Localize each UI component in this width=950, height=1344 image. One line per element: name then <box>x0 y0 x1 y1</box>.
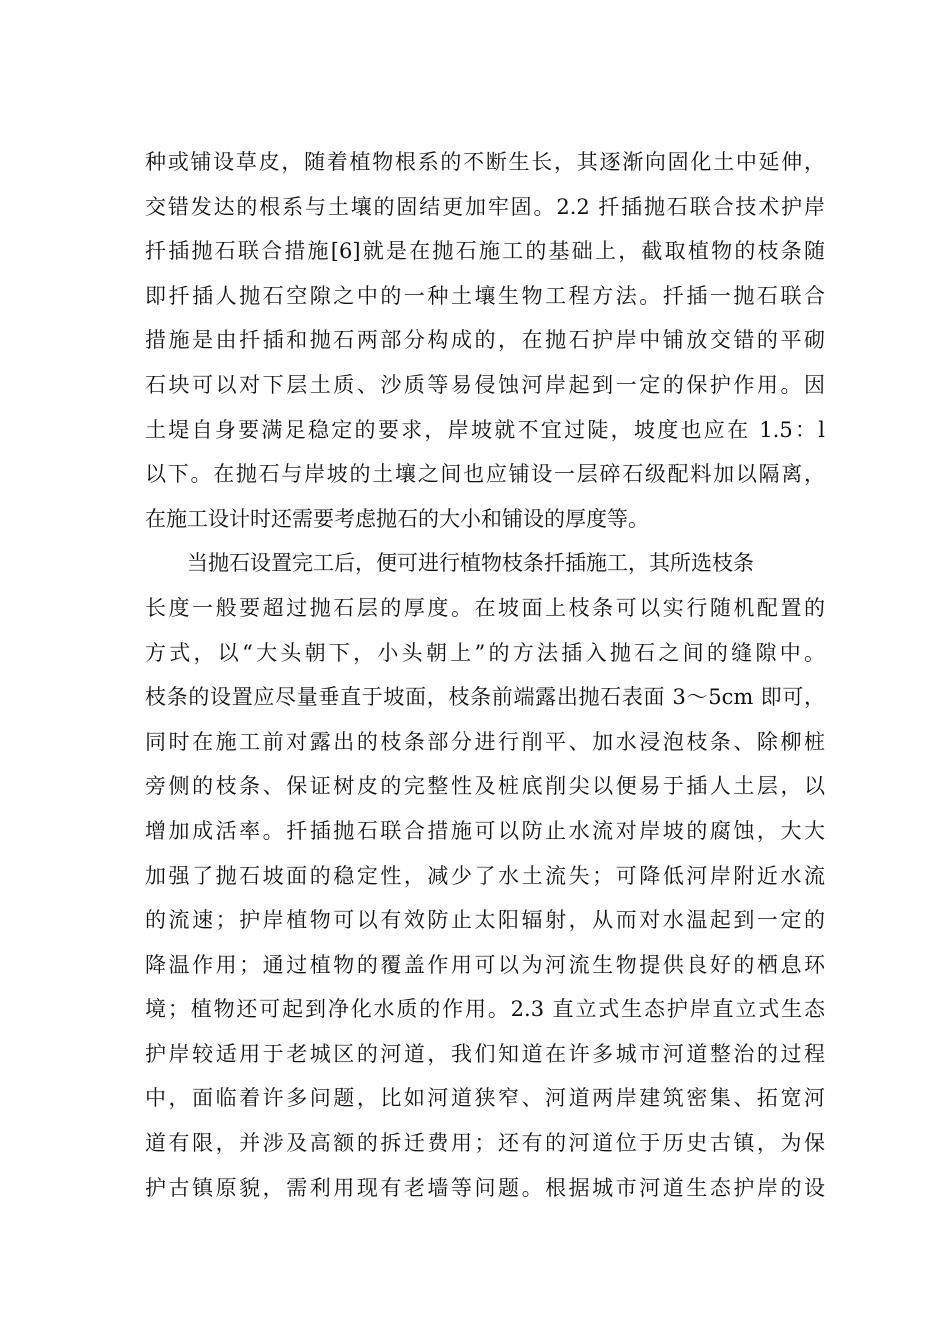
text-line-3: 扦插抛石联合措施[6]就是在抛石施工的基础上，截取植物的枝条随 <box>145 239 825 264</box>
text-line-19: 降温作用；通过植物的覆盖作用可以为河流生物提供良好的栖息环 <box>145 952 825 977</box>
text-line-1: 种或铺设草皮，随着植物根系的不断生长，其逐渐向固化土中延伸， <box>145 150 825 174</box>
text-line-7: 土堤自身要满足稳定的要求，岸坡就不宜过陡，坡度也应在 1.5：l <box>145 417 825 442</box>
text-line-14: 同时在施工前对露出的枝条部分进行削平、加水浸泡枝条、除柳桩 <box>145 729 825 754</box>
text-line-2: 交错发达的根系与土壤的固结更加牢固。2.2 扦插抛石联合技术护岸 <box>145 194 825 219</box>
text-line-23: 道有限，并涉及高额的拆迁费用；还有的河道位于历史古镇，为保 <box>145 1131 825 1156</box>
text-line-4: 即扦插人抛石空隙之中的一种土壤生物工程方法。扦插一抛石联合 <box>145 283 825 308</box>
text-line-16: 增加成活率。扦插抛石联合措施可以防止水流对岸坡的腐蚀，大大 <box>145 818 825 843</box>
text-line-13: 枝条的设置应尽量垂直于坡面，枝条前端露出抛石表面 3～5cm 即可， <box>145 685 825 710</box>
text-line-18: 的流速；护岸植物可以有效防止太阳辐射，从而对水温起到一定的 <box>145 908 825 933</box>
text-line-6: 石块可以对下层土质、沙质等易侵蚀河岸起到一定的保护作用。因 <box>145 372 825 397</box>
text-line-15: 旁侧的枝条、保证树皮的完整性及桩底削尖以便易于插人土层，以 <box>145 774 825 799</box>
text-line-10: 当抛石设置完工后，便可进行植物枝条扦插施工，其所选枝条 <box>187 551 754 576</box>
text-line-12: 方式，以“大头朝下，小头朝上”的方法插入抛石之间的缝隙中。 <box>145 640 825 665</box>
text-line-5: 措施是由扦插和抛石两部分构成的，在抛石护岸中铺放交错的平砌 <box>145 328 825 353</box>
text-line-8: 以下。在抛石与岸坡的土壤之间也应铺设一层碎石级配料加以隔离， <box>145 462 825 487</box>
text-line-21: 护岸较适用于老城区的河道，我们知道在许多城市河道整治的过程 <box>145 1041 825 1066</box>
text-line-20: 境；植物还可起到净化水质的作用。2.3 直立式生态护岸直立式生态 <box>145 997 825 1022</box>
body-text <box>145 140 825 1210</box>
text-line-24: 护古镇原貌，需利用现有老墙等问题。根据城市河道生态护岸的设 <box>145 1175 825 1200</box>
text-line-22: 中，面临着许多问题，比如河道狭窄、河道两岸建筑密集、拓宽河 <box>145 1086 825 1111</box>
text-line-17: 加强了抛石坡面的稳定性，减少了水土流失；可降低河岸附近水流 <box>145 863 825 888</box>
text-line-11: 长度一般要超过抛石层的厚度。在坡面上枝条可以实行随机配置的 <box>145 595 825 620</box>
text-line-9: 在施工设计时还需要考虑抛石的大小和铺设的厚度等。 <box>145 506 649 531</box>
